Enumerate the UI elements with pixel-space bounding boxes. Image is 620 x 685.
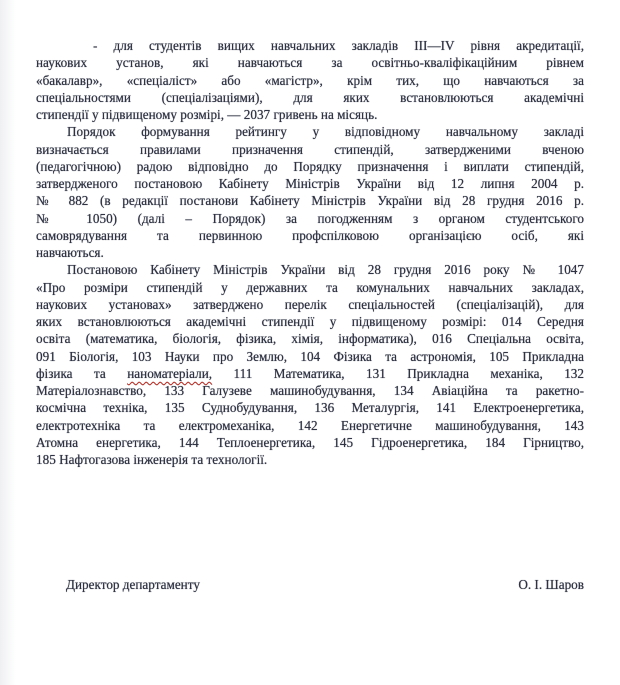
text-line: затвердженого постановою Кабінету Міністрів України від 12 липня 2004 р.	[36, 176, 584, 191]
text-line: Атомна енергетика, 144 Теплоенергетика, 145 Гідроенергетика, 184 Гірництво,	[36, 434, 584, 450]
spellcheck-underline: наноматеріали,	[127, 365, 213, 381]
text-line: наукових установах» затверджено перелік спеціальностей (спеціалізацій), для	[36, 296, 584, 312]
text-line: № 882 (в редакції постанови Кабінету Міністрів України від 28 грудня 2016 р.	[36, 193, 584, 209]
text-line: «бакалавр», «спеціаліст» або «магістр», крім тих, що навчаються за	[36, 72, 584, 88]
text-line: електротехніка та електромеханіка, 142 Енергетичне машинобудування, 143	[36, 417, 584, 433]
text-line: спеціальностями (спеціалізаціями), для яких встановлюються академічні	[36, 89, 584, 105]
text-line: «Про розміри стипендій у державних та комунальних навчальних закладах,	[36, 279, 584, 295]
text-line: - для студентів вищих навчальних закладів III—IV рівня акредитації,	[93, 38, 584, 53]
text-line: космічна техніка, 135 Суднобудування, 136 Металургія, 141 Електроенергетика,	[36, 400, 584, 416]
text-line: яких встановлюються академічні стипендії у підвищеному розмірі: 014 Середня	[36, 314, 584, 329]
text-line: наукових установ, які навчаються за освітньо-кваліфікаційним рівнем	[36, 55, 584, 71]
text-line: 185 Нафтогазова інженерія та технології.	[36, 452, 268, 467]
text-line: Порядок формування рейтингу у відповідному навчальному закладі	[67, 124, 584, 140]
paragraph-2	[36, 123, 584, 261]
text-line: Постановою Кабінету Міністрів України від 28 грудня 2016 року № 1047	[67, 262, 584, 278]
text-line: визначається правилами призначення стипендій, затвердженими вченою	[36, 141, 584, 157]
text-line: навчаються.	[36, 245, 104, 260]
signature-row	[36, 576, 584, 593]
signature-name: О. І. Шаров	[518, 577, 584, 592]
paragraph-1	[36, 37, 584, 123]
text-line: 091 Біологія, 103 Науки про Землю, 104 Фізика та астрономія, 105 Прикладна	[36, 348, 584, 364]
signature-title: Директор департаменту	[66, 577, 200, 592]
text-line: стипендії у підвищеному розмірі, — 2037 гривень на місяць.	[36, 107, 378, 122]
text-line: № 1050) (далі – Порядок) за погодженням з органом студентського	[36, 210, 584, 226]
text-line: фізика та наноматеріали, 111 Математика, 131 Прикладна механіка, 132	[36, 365, 584, 381]
text-line: самоврядування та первинною профспілковою організацією осіб, які	[36, 227, 584, 243]
document-content	[36, 37, 584, 468]
text-line: Матеріалознавство, 133 Галузеве машинобудування, 134 Авіаційна та ракетно-	[36, 383, 584, 398]
text-line: (педагогічною) радою відповідно до Порядку призначення і виплати стипендій,	[36, 158, 584, 174]
paragraph-3	[36, 261, 584, 468]
text-line: освіта (математика, біологія, фізика, хімія, інформатика), 016 Спеціальна освіта,	[36, 331, 584, 347]
